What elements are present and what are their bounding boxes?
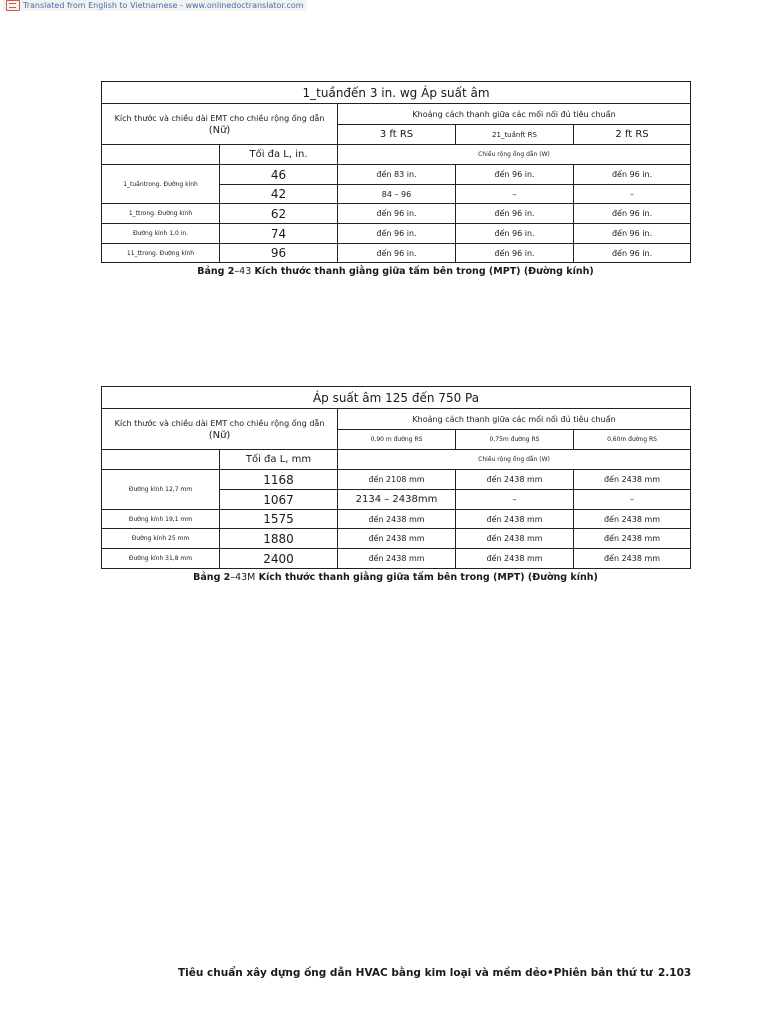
table-cell: đến 2438 mm (574, 549, 691, 569)
duct-width-header: Chiều rộng ống dẫn (W) (338, 450, 691, 470)
table-cell: 2134 – 2438mm (338, 490, 456, 510)
max-length: 42 (220, 185, 338, 204)
spacing-header: Khoảng cách thanh giữa các mối nối đủ tiêu chuẩn (338, 409, 691, 430)
rod-size-label: 11_ttrong. Đường kính (102, 244, 220, 263)
table-cell: đến 2438 mm (574, 510, 691, 529)
table-title: 1_tuầnđến 3 in. wg Áp suất âm (102, 82, 691, 104)
table-caption: Bảng 2–43M Kích thước thanh giằng giữa tấm bên trong (MPT) (Đường kính) (193, 572, 598, 583)
max-length: 74 (220, 224, 338, 244)
left-header (102, 409, 338, 450)
max-length: 1575 (220, 510, 338, 529)
table-cell: – (574, 490, 691, 510)
table-title: Áp suất âm 125 đến 750 Pa (102, 387, 691, 409)
table-cell: đến 96 in. (338, 224, 456, 244)
max-length: 1880 (220, 529, 338, 549)
page-number: 2.103 (658, 967, 692, 979)
rod-size-label: 1_tuầntrong. Đường kính (102, 165, 220, 204)
max-length: 62 (220, 204, 338, 224)
spacing-header: Khoảng cách thanh giữa các mối nối đủ tiêu chuẩn (338, 104, 691, 125)
max-length: 96 (220, 244, 338, 263)
tie-rod-table-metric (101, 386, 691, 569)
max-length-header: Tối đa L, in. (220, 145, 338, 165)
col-head: 2 ft RS (574, 125, 691, 145)
rod-size-label: 1_ttrong. Đường kính (102, 204, 220, 224)
table-cell: đến 96 in. (574, 204, 691, 224)
rod-size-label: Đường kính 1,0 in. (102, 224, 220, 244)
max-length: 2400 (220, 549, 338, 569)
table-cell: đến 2438 mm (456, 529, 574, 549)
table-caption: Bảng 2–43 Kích thước thanh giằng giữa tấm bên trong (MPT) (Đường kính) (197, 266, 594, 277)
table-cell: đến 2438 mm (456, 510, 574, 529)
table-cell: đến 96 in. (574, 224, 691, 244)
rod-size-label: Đường kính 31,8 mm (102, 549, 220, 569)
table-cell: đến 2438 mm (456, 470, 574, 490)
footer-title: Tiêu chuẩn xây dựng ống dẫn HVAC bằng kim loại và mềm dẻo•Phiên bản thứ tư (178, 967, 653, 979)
left-header (102, 104, 338, 145)
left-header-line1: Kích thước và chiều dài EMT cho chiều rộng ống dẫn (114, 418, 325, 428)
left-header-line1: Kích thước và chiều dài EMT cho chiều rộng ống dẫn (114, 113, 325, 123)
table-cell: đến 2438 mm (456, 549, 574, 569)
table-cell: – (456, 185, 574, 204)
table-cell: đến 2108 mm (338, 470, 456, 490)
duct-width-header: Chiều rộng ống dẫn (W) (338, 145, 691, 165)
table-cell: đến 2438 mm (338, 529, 456, 549)
table-cell: đến 2438 mm (338, 510, 456, 529)
tie-rod-table-inch (101, 81, 691, 263)
max-length-header: Tối đa L, mm (220, 450, 338, 470)
table-cell: đến 96 in. (456, 165, 574, 185)
rod-size-label: Đường kính 19,1 mm (102, 510, 220, 529)
max-length: 46 (220, 165, 338, 185)
banner-text: Translated from English to Vietnamese - www.onlinedoctranslator.com (23, 1, 304, 10)
left-header-line2: (Nữ) (208, 124, 231, 136)
max-length: 1067 (220, 490, 338, 510)
col-head: 0,75m đường RS (456, 430, 574, 450)
document-translate-icon (6, 0, 20, 11)
table-cell: – (456, 490, 574, 510)
max-length: 1168 (220, 470, 338, 490)
table-cell: đến 2438 mm (574, 470, 691, 490)
rod-size-label: Đường kính 25 mm (102, 529, 220, 549)
table-cell: đến 96 in. (456, 244, 574, 263)
col-head: 3 ft RS (338, 125, 456, 145)
table-cell: – (574, 185, 691, 204)
table-cell: đến 96 in. (574, 165, 691, 185)
col-head: 21_tuầnft RS (456, 125, 574, 145)
table-cell: đến 83 in. (338, 165, 456, 185)
table-cell: đến 96 in. (456, 204, 574, 224)
left-header-line2: (Nữ) (208, 429, 231, 441)
rod-size-label: Đường kính 12,7 mm (102, 470, 220, 510)
table-cell: đến 96 in. (338, 244, 456, 263)
table-cell: đến 96 in. (456, 224, 574, 244)
table-cell: 84 – 96 (338, 185, 456, 204)
col-head: 0,90 m đường RS (338, 430, 456, 450)
table-cell: đến 96 in. (574, 244, 691, 263)
col-head: 0,60m đường RS (574, 430, 691, 450)
table-cell: đến 2438 mm (574, 529, 691, 549)
table-cell: đến 2438 mm (338, 549, 456, 569)
translation-banner[interactable] (3, 0, 307, 11)
table-cell: đến 96 in. (338, 204, 456, 224)
